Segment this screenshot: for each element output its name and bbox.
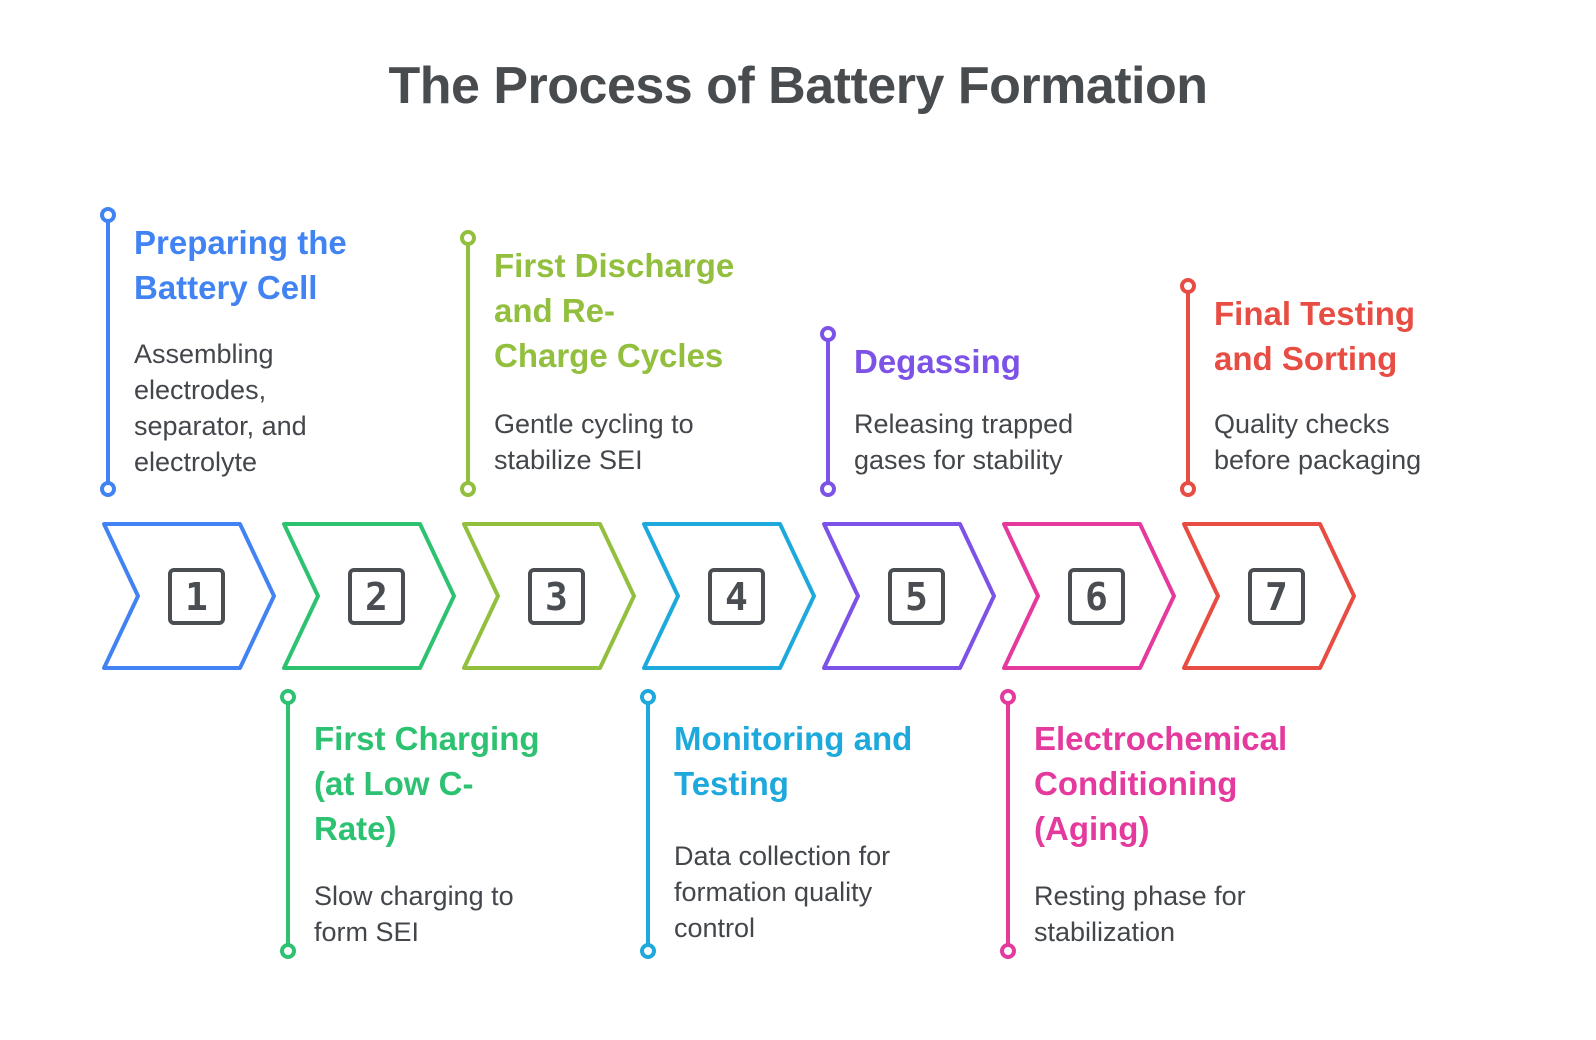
step-title-line: and Sorting [1214,340,1398,377]
connector-bottom-endpoint-icon [460,481,476,497]
step-number: 6 [1085,574,1108,619]
connector-line-step-1 [106,215,110,489]
step-title-line: (at Low C- [314,765,474,802]
step-description-line: stabilize SEI [494,445,643,475]
step-description-line: Releasing trapped [854,409,1074,439]
connector-line-step-5 [826,334,830,489]
step-title-1 [134,220,347,310]
connector-bottom-endpoint-icon [1180,481,1196,497]
step-description-line: Resting phase for [1034,881,1246,911]
step-description-line: control [674,913,756,943]
connector-top-endpoint-icon [1180,278,1196,294]
connector-line-step-6 [1006,697,1010,951]
step-title-7 [1214,291,1415,381]
step-title-4 [674,716,912,806]
connector-top-endpoint-icon [100,207,116,223]
connector-bottom-endpoint-icon [100,481,116,497]
connector-top-endpoint-icon [820,326,836,342]
step-title-line: Testing [674,765,789,802]
step-title-line: Rate) [314,810,397,847]
connector-top-endpoint-icon [460,230,476,246]
step-description-line: Quality checks [1214,409,1390,439]
step-title-line: First Charging [314,720,540,757]
step-number: 4 [725,574,748,619]
page-title: The Process of Battery Formation [388,57,1208,115]
step-title-line: Preparing the [134,224,347,261]
step-description-line: before packaging [1214,445,1422,475]
step-title-line: and Re- [494,292,616,329]
step-number-box-7 [1248,568,1305,625]
step-description-2 [314,878,514,950]
step-number: 1 [185,574,208,619]
step-description-line: Gentle cycling to [494,409,694,439]
step-number-box-1 [168,568,225,625]
connector-line-step-7 [1186,286,1190,489]
step-description-line: Slow charging to [314,881,514,911]
step-title-line: Final Testing [1214,295,1416,332]
step-title-2 [314,716,540,851]
step-description-line: gases for stability [854,445,1063,475]
step-title-line: (Aging) [1034,810,1150,847]
step-description-line: formation quality [674,877,873,907]
step-description-7 [1214,406,1421,478]
step-description-line: electrodes, [134,375,267,405]
connector-top-endpoint-icon [280,689,296,705]
step-description-3 [494,406,694,478]
step-description-line: separator, and [134,411,307,441]
connector-top-endpoint-icon [640,689,656,705]
connector-bottom-endpoint-icon [820,481,836,497]
step-description-1 [134,336,307,480]
step-description-line: Data collection for [674,841,891,871]
step-number: 7 [1265,574,1288,619]
step-title-6 [1034,716,1287,851]
step-number-box-4 [708,568,765,625]
step-number-box-6 [1068,568,1125,625]
step-number: 5 [905,574,928,619]
step-number-box-5 [888,568,945,625]
step-title-line: Conditioning [1034,765,1238,802]
step-description-line: Assembling [134,339,274,369]
connector-line-step-2 [286,697,290,951]
step-description-line: stabilization [1034,917,1176,947]
connector-bottom-endpoint-icon [1000,943,1016,959]
step-title-line: Charge Cycles [494,337,724,374]
connector-line-step-4 [646,697,650,951]
step-number: 3 [545,574,568,619]
step-description-line: electrolyte [134,447,258,477]
step-title-line: Electrochemical [1034,720,1288,757]
step-number: 2 [365,574,388,619]
step-description-5 [854,406,1073,478]
step-title-line: Monitoring and [674,720,913,757]
step-description-4 [674,838,890,946]
step-description-line: form SEI [314,917,420,947]
step-title-line: Battery Cell [134,269,318,306]
step-title-5 [854,339,1021,384]
connector-top-endpoint-icon [1000,689,1016,705]
step-title-line: Degassing [854,343,1021,380]
step-number-box-3 [528,568,585,625]
connector-bottom-endpoint-icon [280,943,296,959]
step-title-3 [494,243,734,378]
connector-line-step-3 [466,238,470,489]
step-number-box-2 [348,568,405,625]
step-description-6 [1034,878,1246,950]
step-title-line: First Discharge [494,247,735,284]
connector-bottom-endpoint-icon [640,943,656,959]
